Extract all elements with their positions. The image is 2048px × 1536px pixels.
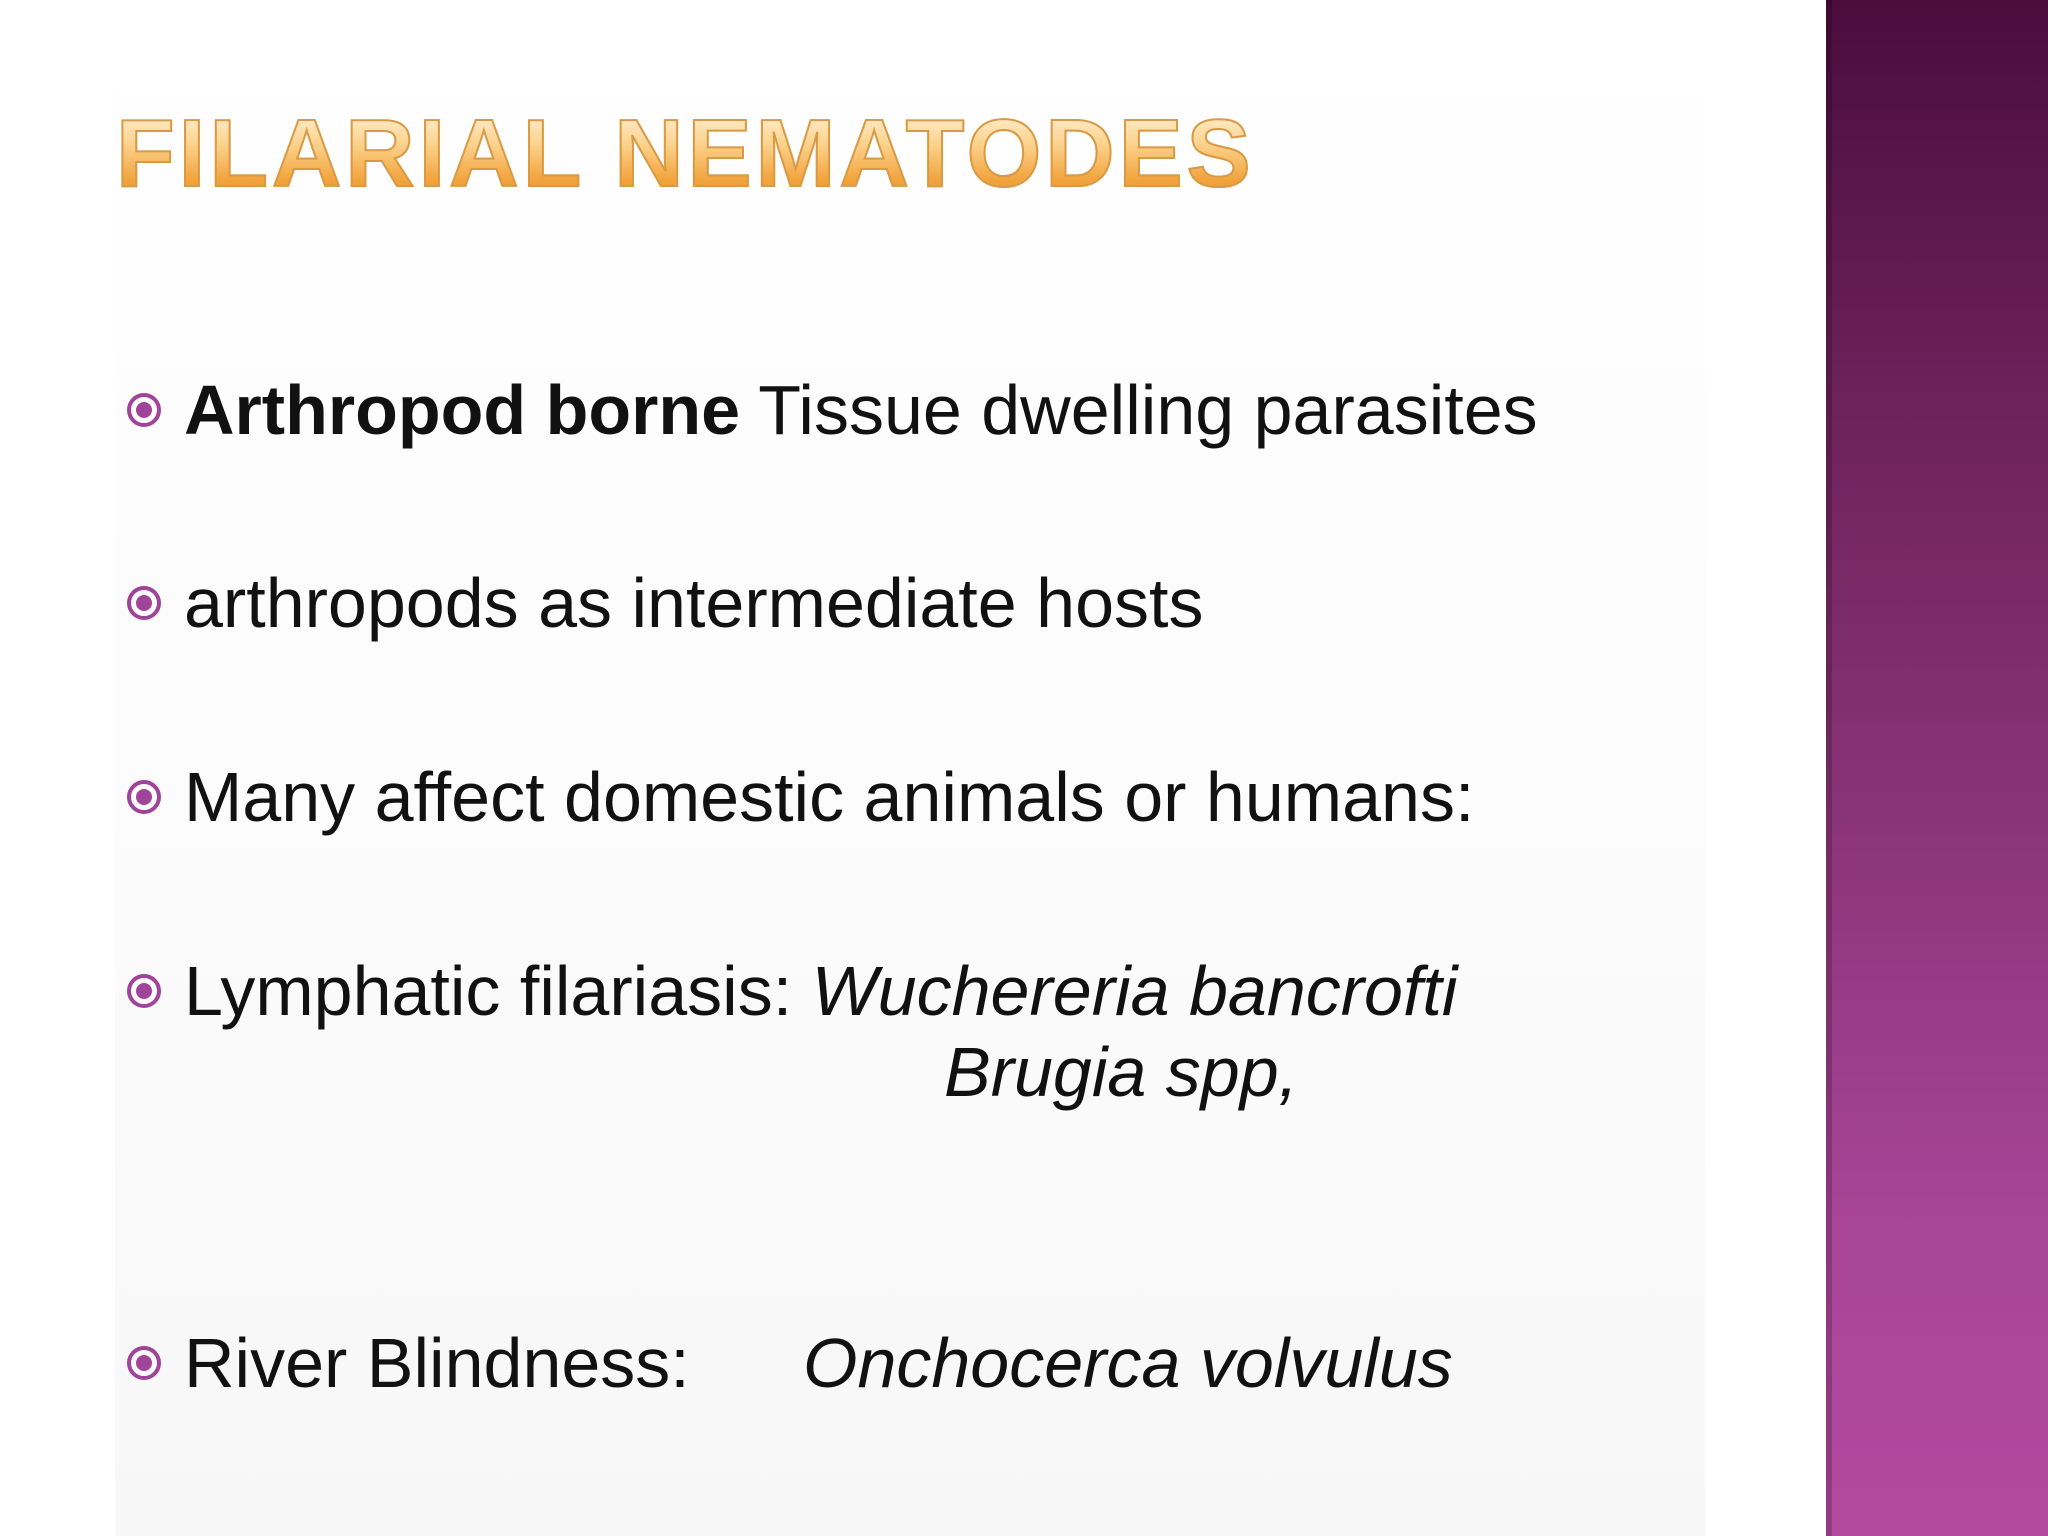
bullet-item-5: [126, 1323, 690, 1403]
circle-dot-bullet-icon: [126, 779, 162, 815]
bullet-item-4: [126, 951, 1457, 1031]
circle-dot-bullet-icon: [126, 1345, 162, 1381]
bullet-2-text: arthropods as intermediate hosts: [184, 564, 1204, 642]
bullet-5-text: River Blindness:: [184, 1324, 690, 1402]
bullet-item-3: [126, 757, 1474, 837]
bullet-1-text: Tissue dwelling parasites: [740, 371, 1538, 449]
slide-title: FILARIAL NEMATODES: [116, 100, 1255, 207]
bullet-item-2: [126, 563, 1203, 643]
bullet-4-text: Lymphatic filariasis:: [184, 952, 812, 1030]
circle-dot-bullet-icon: [126, 392, 162, 428]
bullet-3-text: Many affect domestic animals or humans:: [184, 758, 1475, 836]
circle-dot-bullet-icon: [126, 973, 162, 1009]
bullet-4-italic-text: Wuchereria bancrofti: [811, 952, 1458, 1030]
decorative-side-band: [1826, 0, 2048, 1536]
bullet-item-1: [126, 370, 1538, 450]
bullet-1-bold-text: Arthropod borne: [184, 371, 741, 449]
circle-dot-bullet-icon: [126, 585, 162, 621]
bullet-4-italic-line2: Brugia spp,: [944, 1033, 1299, 1111]
bullet-5-italic-text: Onchocerca volvulus: [803, 1324, 1453, 1402]
